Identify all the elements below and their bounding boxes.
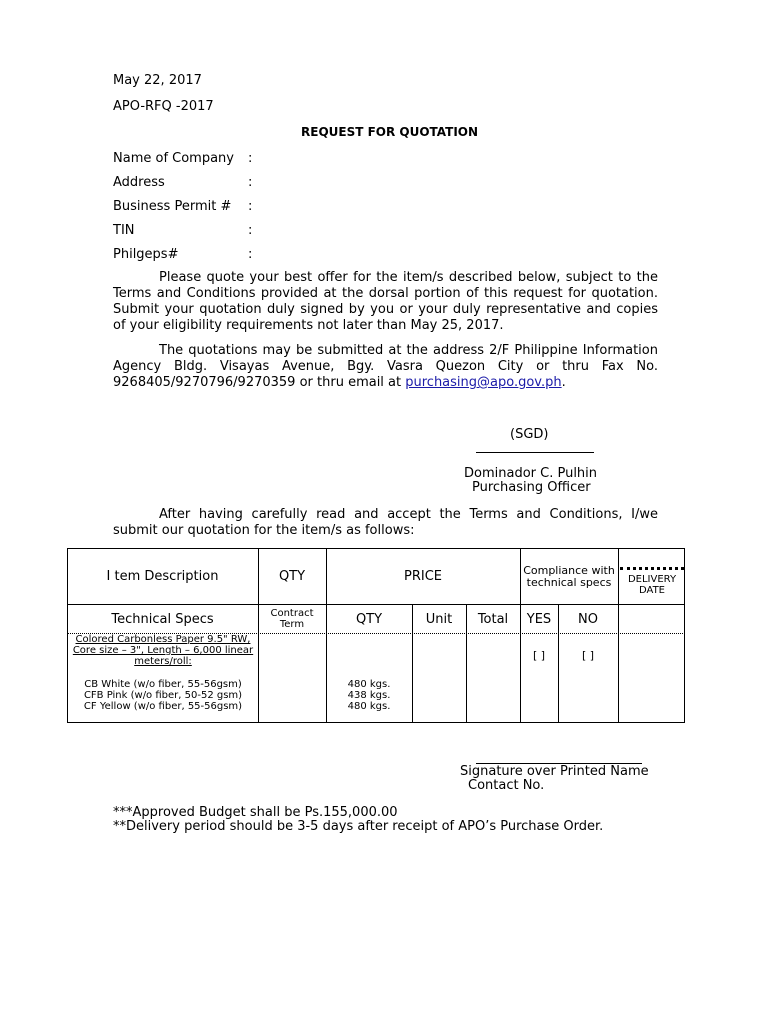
spec-qty: 480 kgs. (347, 679, 391, 690)
header-qty: QTY (278, 569, 306, 584)
spec-line: CFB Pink (w/o fiber, 50-52 gsm) (83, 690, 243, 701)
document-title: REQUEST FOR QUOTATION (301, 125, 479, 139)
compliance-no-checkbox[interactable]: [ ] (581, 649, 595, 662)
field-colon: : (248, 151, 253, 166)
item-title: Colored Carbonless Paper 9.5" RW, Core size – 3", Length – 6,000 linear meters/roll: (72, 634, 254, 667)
submission-paragraph (113, 343, 658, 391)
compliance-yes-checkbox[interactable]: [ ] (532, 649, 546, 662)
contact-label: Contact No. (468, 778, 545, 793)
email-link[interactable]: purchasing@apo.gov.ph (405, 375, 562, 390)
acceptance-paragraph: After having carefully read and accept the Terms and Conditions, I/we submit our quotation for the item/s as follows: (113, 507, 658, 538)
field-label-company: Name of Company (113, 151, 234, 166)
spec-qty: 438 kgs. (347, 690, 391, 701)
header-no: NO (578, 611, 598, 627)
header-technical-specs: Technical Specs (111, 611, 214, 627)
reference-number: APO-RFQ -2017 (113, 99, 214, 114)
spec-qty: 480 kgs. (347, 701, 391, 712)
field-colon: : (248, 175, 253, 190)
header-item-description: I tem Description (106, 569, 219, 584)
field-colon: : (248, 247, 253, 262)
header-unit: Unit (425, 611, 453, 627)
submission-end: . (561, 375, 566, 390)
header-yes: YES (526, 611, 552, 627)
officer-position: Purchasing Officer (472, 480, 591, 495)
officer-name: Dominador C. Pulhin (464, 466, 598, 481)
field-colon: : (248, 223, 253, 238)
field-colon: : (248, 199, 253, 214)
header-qty-price: QTY (355, 611, 383, 627)
signature-label: Signature over Printed Name (460, 764, 649, 779)
submission-text: The quotations may be submitted at the address 2/F Philippine Information Agency Bldg. Visayas Avenue, Bgy. Vasra Quezon City or thru Fax No. 9268405/9270796/9270359 or thru email at (113, 343, 658, 390)
header-delivery-date: DELIVERY DATE (627, 574, 677, 596)
header-compliance: Compliance with technical specs (523, 563, 615, 589)
spec-line: CF Yellow (w/o fiber, 55-56gsm) (83, 701, 243, 712)
delivery-note: **Delivery period should be 3-5 days after receipt of APO’s Purchase Order. (113, 819, 604, 834)
instructions-paragraph: Please quote your best offer for the item/s described below, subject to the Terms and Conditions provided at the dorsal portion of this request for quotation. Submit your quotation duly signed by you or your duly representative and copies of your eligibility requirements not later than May 25, 2017. (113, 270, 658, 333)
header-total: Total (477, 611, 509, 627)
signed-marker: (SGD) (510, 427, 549, 442)
field-label-address: Address (113, 175, 165, 190)
header-price: PRICE (404, 569, 442, 584)
budget-note: ***Approved Budget shall be Ps.155,000.00 (113, 805, 398, 820)
field-label-philgeps: Philgeps# (113, 247, 179, 262)
delivery-header-marker (620, 567, 684, 570)
header-contract-term: Contract Term (270, 608, 314, 630)
officer-signature-line (476, 452, 594, 453)
spec-line: CB White (w/o fiber, 55-56gsm) (84, 679, 242, 690)
field-label-tin: TIN (113, 223, 135, 238)
document-date: May 22, 2017 (113, 73, 202, 88)
field-label-business-permit: Business Permit # (113, 199, 232, 214)
